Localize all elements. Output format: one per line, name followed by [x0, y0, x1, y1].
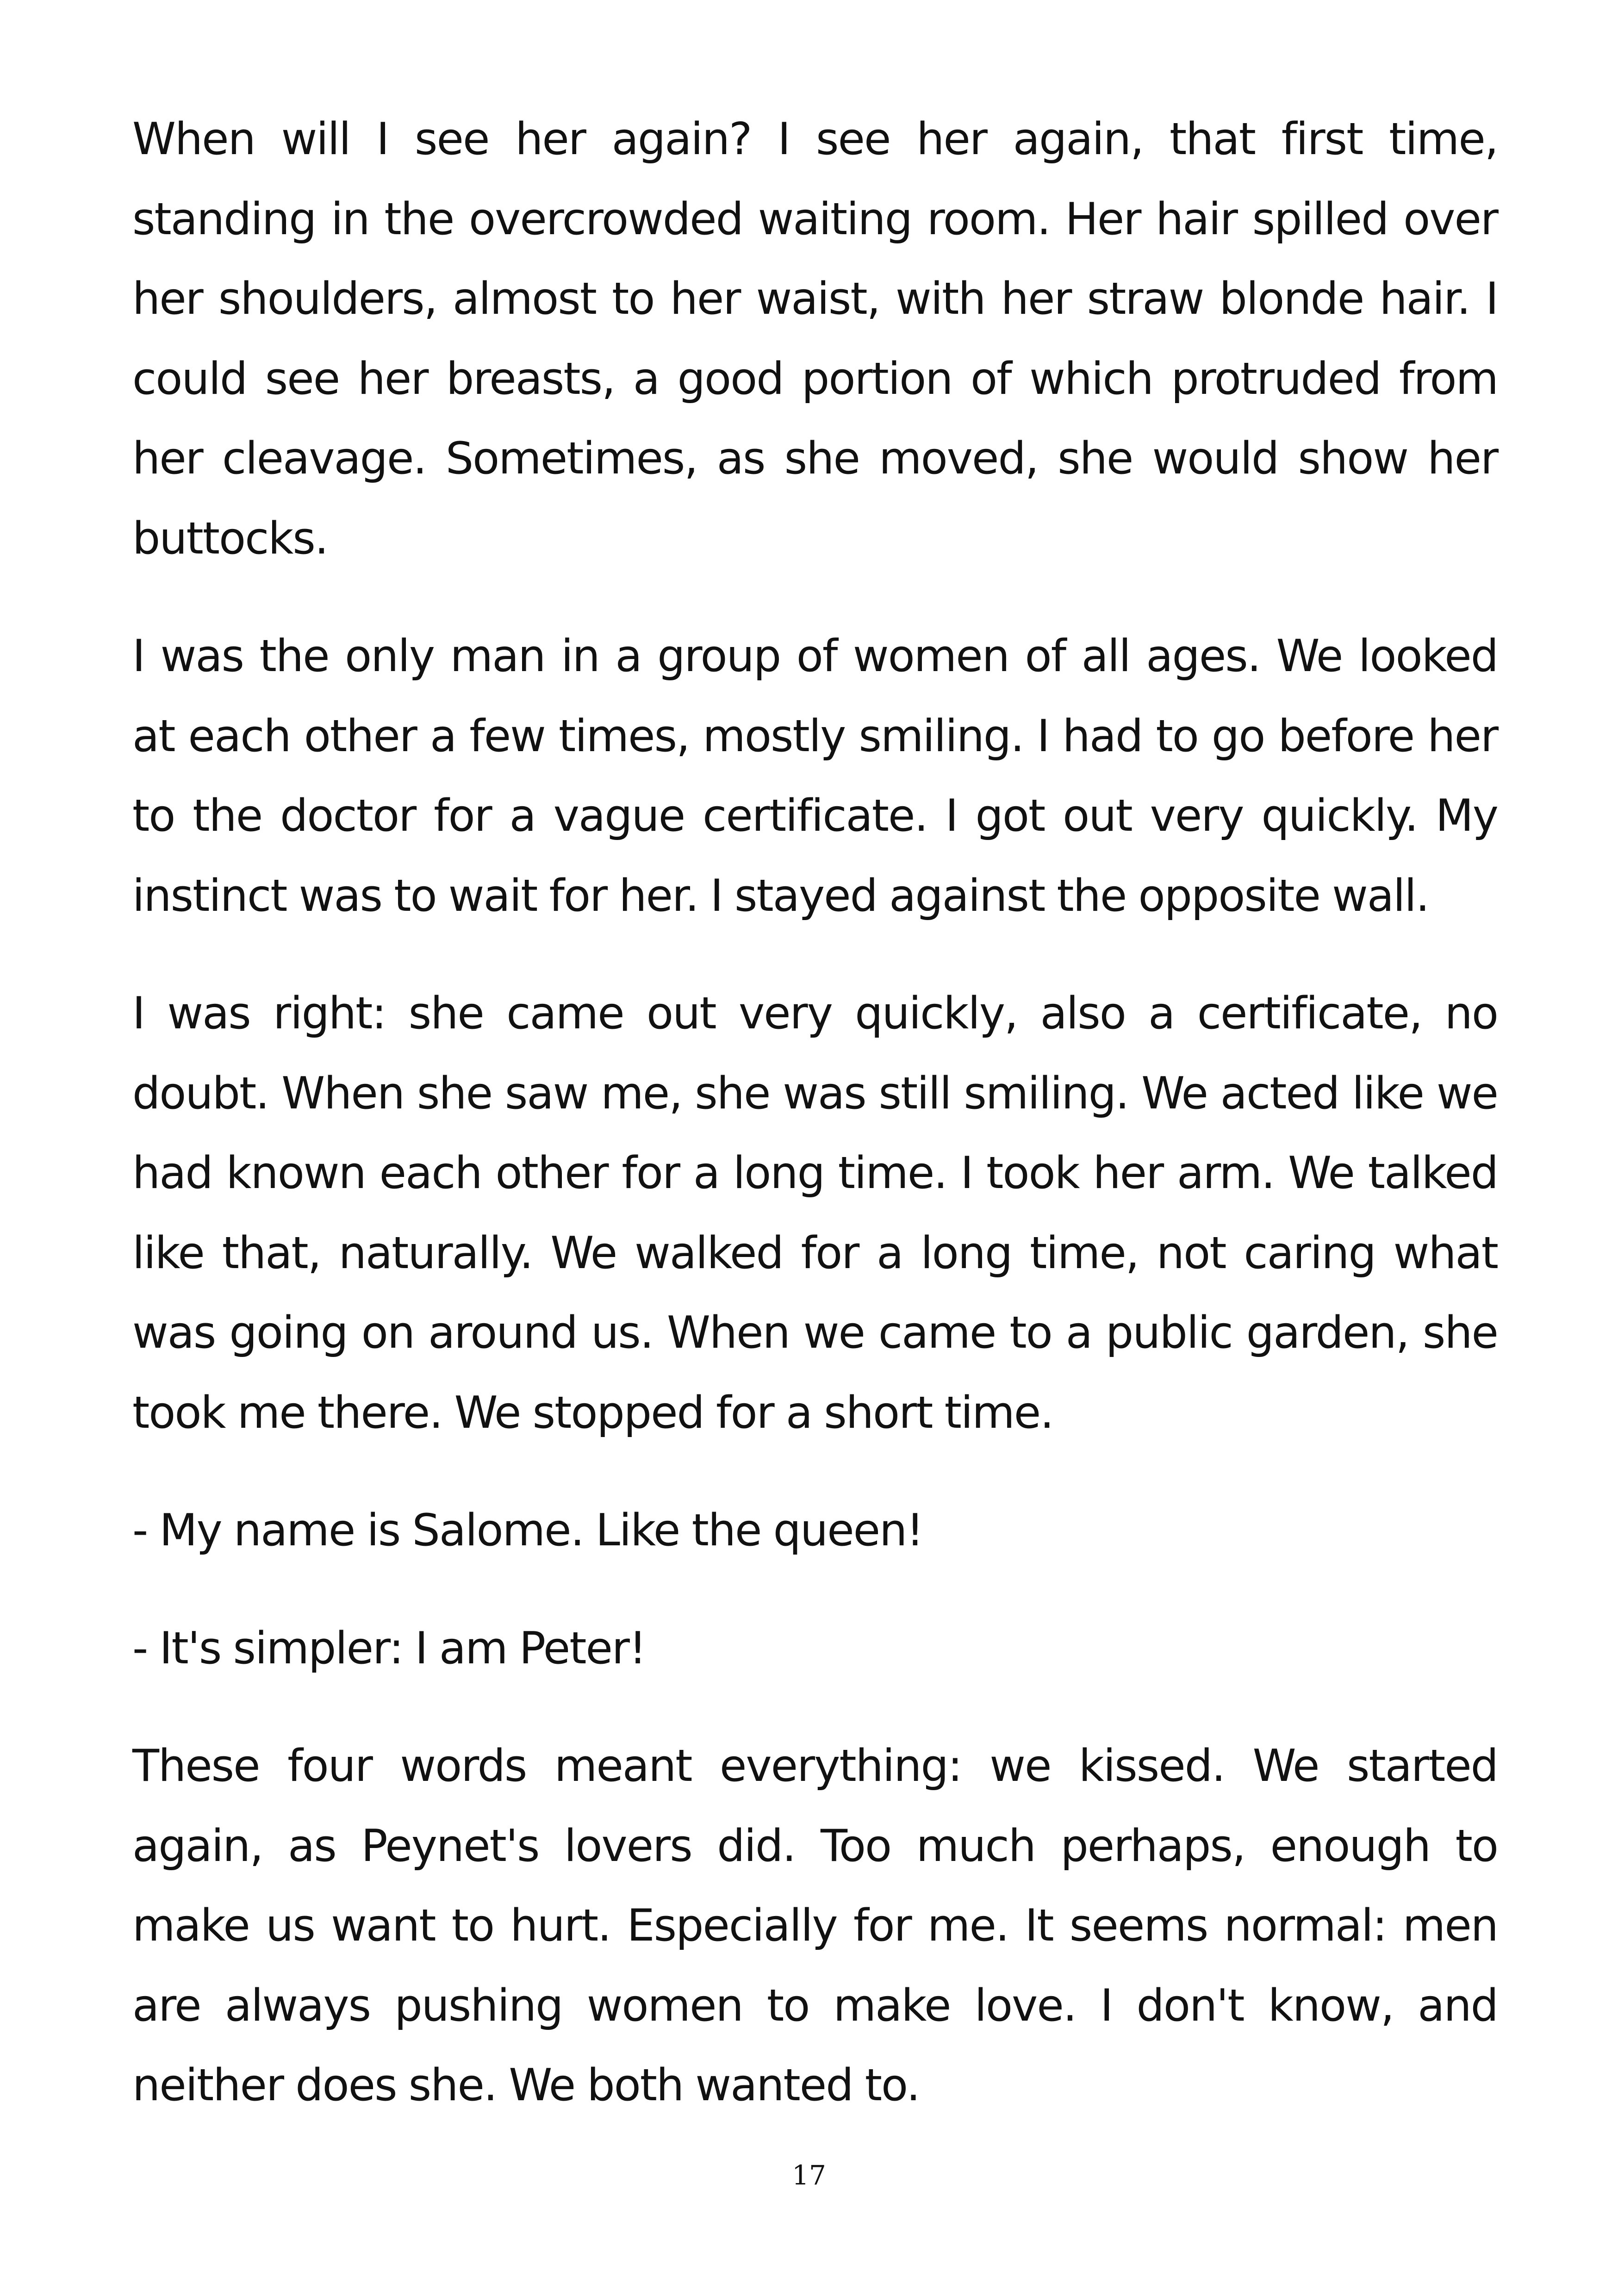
- paragraph-2: I was the only man in a group of women of all ages. We looked at each other a few times, mostly smiling. I had to go before her to the doctor for a vague certificate. I got out very quickly. My instinct was to wait for her. I stayed against the opposite wall.: [132, 631, 1498, 921]
- paragraph-3: I was right: she came out very quickly, also a certificate, no doubt. When she saw me, she was still smiling. We acted like we had known each other for a long time. I took her arm. We talked like that, naturally. We walked for a long time, not caring what was going on around us. When we came to a public garden, she took me there. We stopped for a short time.: [132, 988, 1498, 1438]
- paragraph-1: When will I see her again? I see her again, that first time, standing in the overcrowded waiting room. Her hair spilled over her shoulders, almost to her waist, with her straw blonde hair. I could see her breasts, a good portion of which protruded from her cleavage. Sometimes, as she moved, she would show her buttocks.: [132, 114, 1498, 564]
- dialogue-line-peter: - It's simpler: I am Peter!: [132, 1623, 646, 1674]
- paragraph-4: These four words meant everything: we kissed. We started again, as Peynet's lovers did. Too much perhaps, enough to make us want to hurt. Especially for me. It seems normal: men are always pushing women to make love. I don't know, and neither does she. We both wanted to.: [132, 1741, 1498, 2111]
- page-number: 17: [792, 2159, 826, 2191]
- body-text: [132, 100, 1498, 2126]
- dialogue-line-salome: - My name is Salome. Like the queen!: [132, 1505, 923, 1556]
